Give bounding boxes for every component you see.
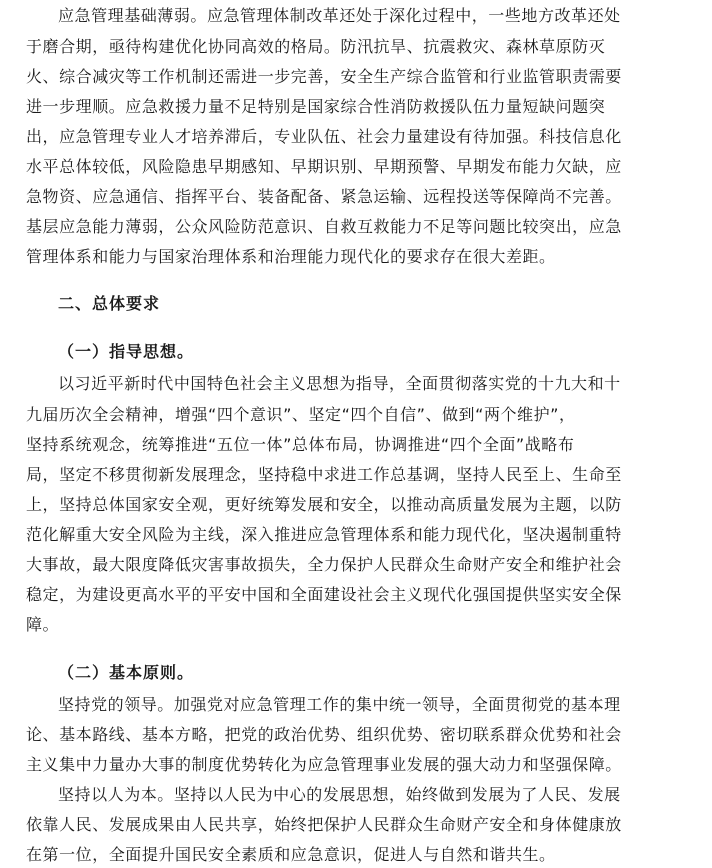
subsection-heading-guiding-ideology: （一）指导思想。 (58, 342, 195, 361)
sub2-line-2: 论、基本路线、基本方略，把党的政治优势、组织优势、密切联系群众优势和社会 (26, 725, 622, 744)
sub1-line-2: 九届历次全会精神，增强“四个意识”、坚定“四个自信”、做到“两个维护”， (26, 405, 576, 424)
para1-line-7: 急物资、应急通信、指挥平台、装备配备、紧急运输、远程投送等保障尚不完善。 (26, 187, 622, 206)
sub2-line-1: 坚持党的领导。加强党对应急管理工作的集中统一领导，全面贯彻党的基本理 (58, 695, 621, 714)
sub2-line-6: 在第一位，全面提升国民安全素质和应急意识，促进人与自然和谐共生。 (26, 845, 556, 864)
sub1-line-8: 稳定，为建设更高水平的平安中国和全面建设社会主义现代化强国提供坚实安全保 (26, 585, 622, 604)
para1-line-9: 管理体系和能力与国家治理体系和治理能力现代化的要求存在很大差距。 (26, 247, 556, 266)
para1-line-8: 基层应急能力薄弱，公众风险防范意识、自救互救能力不足等问题比较突出，应急 (26, 217, 622, 236)
sub2-line-3: 主义集中力量办大事的制度优势转化为应急管理事业发展的强大动力和坚强保障。 (26, 755, 622, 774)
para1-line-2: 于磨合期，亟待构建优化协同高效的格局。防汛抗旱、抗震救灾、森林草原防灭 (26, 37, 606, 56)
sub1-line-5: 上，坚持总体国家安全观，更好统筹发展和安全，以推动高质量发展为主题，以防 (26, 495, 622, 514)
para1-line-5: 出，应急管理专业人才培养滞后，专业队伍、社会力量建设有待加强。科技信息化 (26, 127, 622, 146)
section-heading-overall-requirements: 二、总体要求 (58, 294, 161, 313)
sub1-line-1: 以习近平新时代中国特色社会主义思想为指导，全面贯彻落实党的十九大和十 (58, 374, 621, 393)
sub1-line-3: 坚持系统观念，统筹推进“五位一体”总体布局，协调推进“四个全面”战略布 (26, 435, 575, 454)
sub1-line-6: 范化解重大安全风险为主线，深入推进应急管理体系和能力现代化，坚决遏制重特 (26, 525, 622, 544)
sub2-line-5: 依靠人民、发展成果由人民共享，始终把保护人民群众生命财产安全和身体健康放 (26, 815, 622, 834)
para1-line-6: 水平总体较低，风险隐患早期感知、早期识别、早期预警、早期发布能力欠缺，应 (26, 157, 622, 176)
sub1-line-7: 大事故，最大限度降低灾害事故损失，全力保护人民群众生命财产安全和维护社会 (26, 555, 622, 574)
subsection-heading-basic-principles: （二）基本原则。 (58, 663, 195, 682)
para1-line-4: 进一步理顺。应急救援力量不足特别是国家综合性消防救援队伍力量短缺问题突 (26, 97, 606, 116)
para1-line-1: 应急管理基础薄弱。应急管理体制改革还处于深化过程中，一些地方改革还处 (58, 6, 621, 25)
para1-line-3: 火、综合减灾等工作机制还需进一步完善，安全生产综合监管和行业监管职责需要 (26, 67, 622, 86)
sub2-line-4: 坚持以人为本。坚持以人民为中心的发展思想，始终做到发展为了人民、发展 (58, 785, 621, 804)
sub1-line-4: 局，坚定不移贯彻新发展理念，坚持稳中求进工作总基调，坚持人民至上、生命至 (26, 465, 622, 484)
sub1-line-9: 障。 (26, 615, 60, 634)
